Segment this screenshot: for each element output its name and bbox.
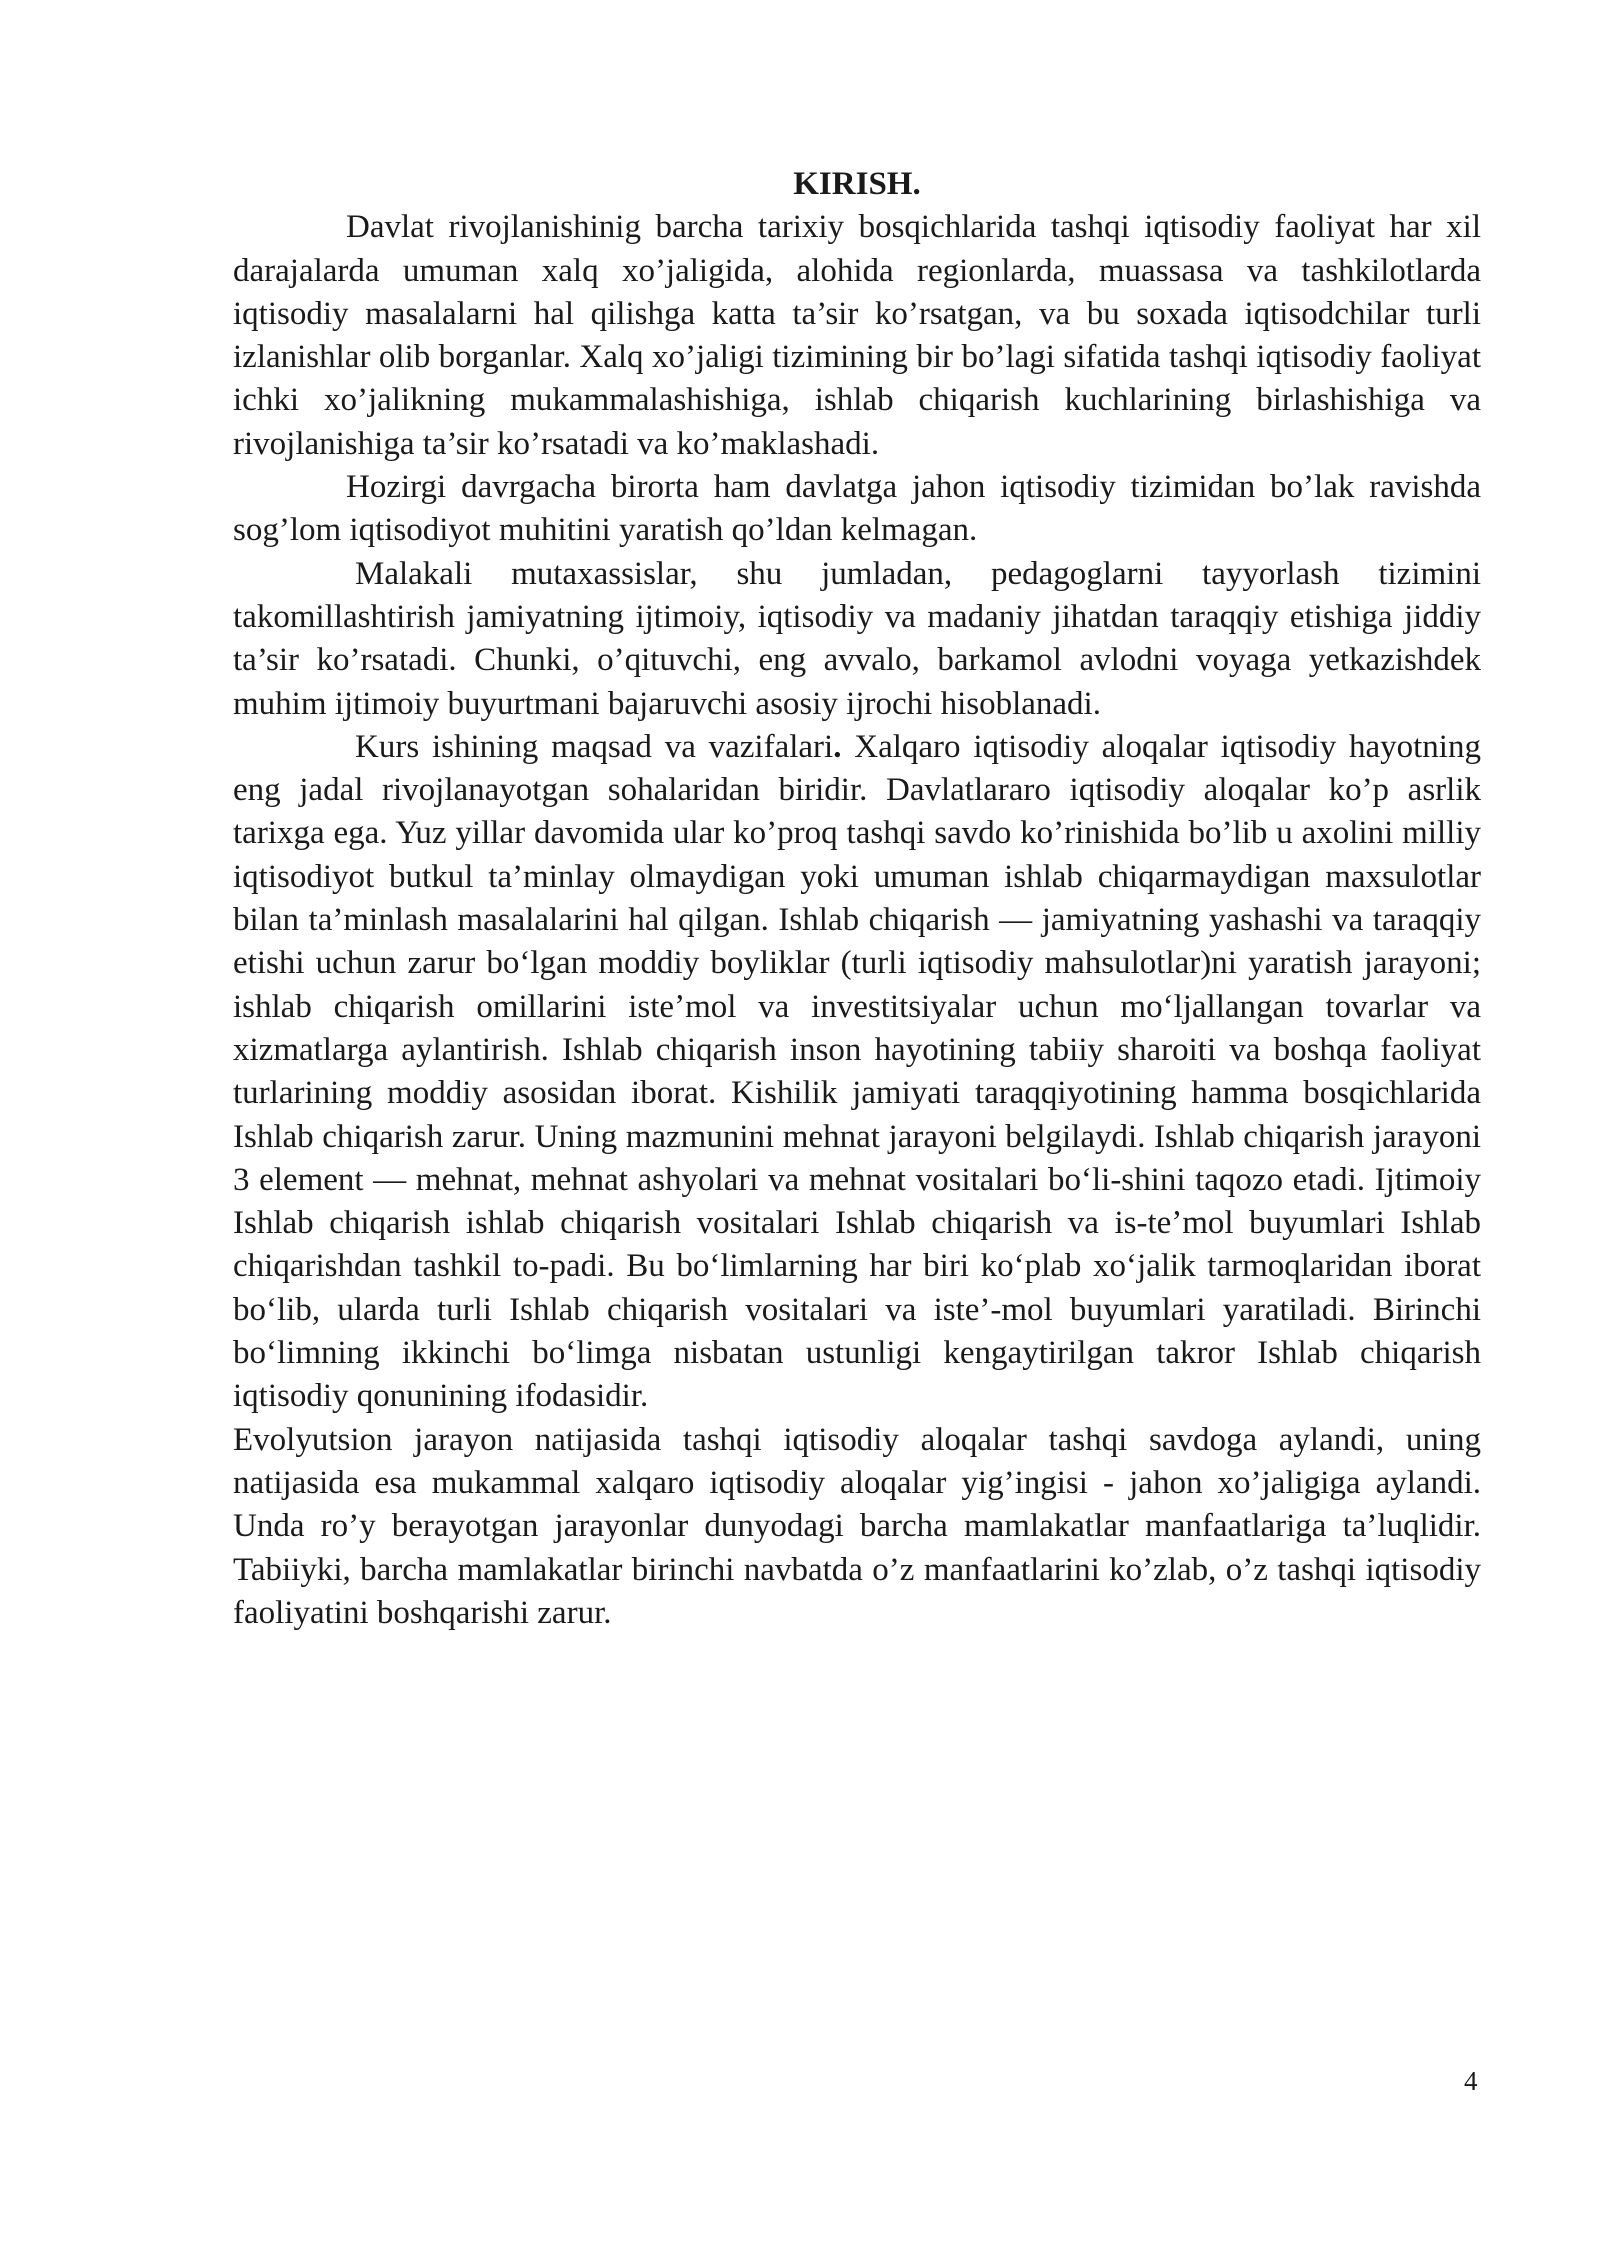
document-body [233, 163, 1481, 1635]
course-goals-body: Xalqaro iqtisodiy aloqalar iqtisodiy hayotning eng jadal rivojlanayotgan sohalaridan biridir. Davlatlararo iqtisodiy aloqalar ko’p asrlik tarixga ega. Yuz yillar davomida ular ko’proq tashqi savdo ko’rinishida bo’lib u axolini milliy iqtisodiyot butkul ta’minlay olmaydigan yoki umuman ishlab chiqarmaydigan maxsulotlar bilan ta’minlash masalalarini hal qilgan. Ishlab chiqarish — jamiyatning yashashi va taraqqiy etishi uchun zarur boʻlgan moddiy boyliklar (turli iqtisodiy mahsulotlar)ni yaratish jarayoni; ishlab chiqarish omillarini isteʼmol va investitsiyalar uchun moʻljallangan tovarlar va xizmatlarga aylantirish. Ishlab chiqarish inson hayotining tabiiy sharoiti va boshqa faoliyat turlarining moddiy asosidan iborat. Kishilik jamiyati taraqqiyotining hamma bosqichlarida Ishlab chiqarish zarur. Uning mazmunini mehnat jarayoni belgilaydi. Ishlab chiqarish jarayoni 3 element — mehnat, mehnat ashyolari va mehnat vositalari boʻli-shini taqozo etadi. Ijtimoiy Ishlab chiqarish ishlab chiqarish vositalari Ishlab chiqarish va is-teʼmol buyumlari Ishlab chiqarishdan tashkil to-padi. Bu boʻlimlarning har biri koʻplab xoʻjalik tarmoqlaridan iborat boʻlib, ularda turli Ishlab chiqarish vositalari va iste’-mol buyumlari yaratiladi. Birinchi boʻlimning ikkinchi boʻlimga nisbatan ustunligi kengaytirilgan takror Ishlab chiqarish iqtisodiy qonunining ifodasidir. [233, 728, 1481, 1415]
course-goals-lead: Kurs ishining maqsad va vazifalari [355, 728, 834, 765]
course-goals-dot: . [833, 728, 842, 765]
paragraph-3: Malakali mutaxassislar, shu jumladan, pedagoglarni tayyorlash tizimini takomillashtirish jamiyatning ijtimoiy, iqtisodiy va madaniy jihatdan taraqqiy etishiga jiddiy ta’sir ko’rsatadi. Chunki, o’qituvchi, eng avvalo, barkamol avlodni voyaga yetkazishdek muhim ijtimoiy buyurtmani bajaruvchi asosiy ijrochi hisoblanadi. [233, 555, 1481, 722]
paragraph-4 [233, 726, 1481, 1419]
section-title: KIRISH. [793, 166, 921, 202]
paragraph-1: Davlat rivojlanishinig barcha tarixiy bosqichlarida tashqi iqtisodiy faoliyat har xil darajalarda umuman xalq xo’jaligida, alohida regionlarda, muassasa va tashkilotlarda iqtisodiy masalalarni hal qilishga katta ta’sir ko’rsatgan, va bu soxada iqtisodchilar turli izlanishlar olib borganlar. Xalq xo’jaligi tizimining bir bo’lagi sifatida tashqi iqtisodiy faoliyat ichki xo’jalikning mukammalashishiga, ishlab chiqarish kuchlarining birlashishiga va rivojlanishiga ta’sir ko’rsatadi va ko’maklashadi. [233, 209, 1481, 462]
paragraph-2: Hozirgi davrgacha birorta ham davlatga jahon iqtisodiy tizimidan bo’lak ravishda sog’lom iqtisodiyot muhitini yaratish qo’ldan kelmagan. [233, 469, 1481, 549]
page-number: 4 [1464, 2066, 1478, 2096]
paragraph-5: Evolyutsion jarayon natijasida tashqi iqtisodiy aloqalar tashqi savdoga aylandi, uning natijasida esa mukammal xalqaro iqtisodiy aloqalar yig’ingisi - jahon xo’jaligiga aylandi. Unda ro’y berayotgan jarayonlar dunyodagi barcha mamlakatlar manfaatlariga ta’luqlidir. Tabiiyki, barcha mamlakatlar birinchi navbatda o’z manfaatlarini ko’zlab, o’z tashqi iqtisodiy faoliyatini boshqarishi zarur. [233, 1421, 1481, 1631]
